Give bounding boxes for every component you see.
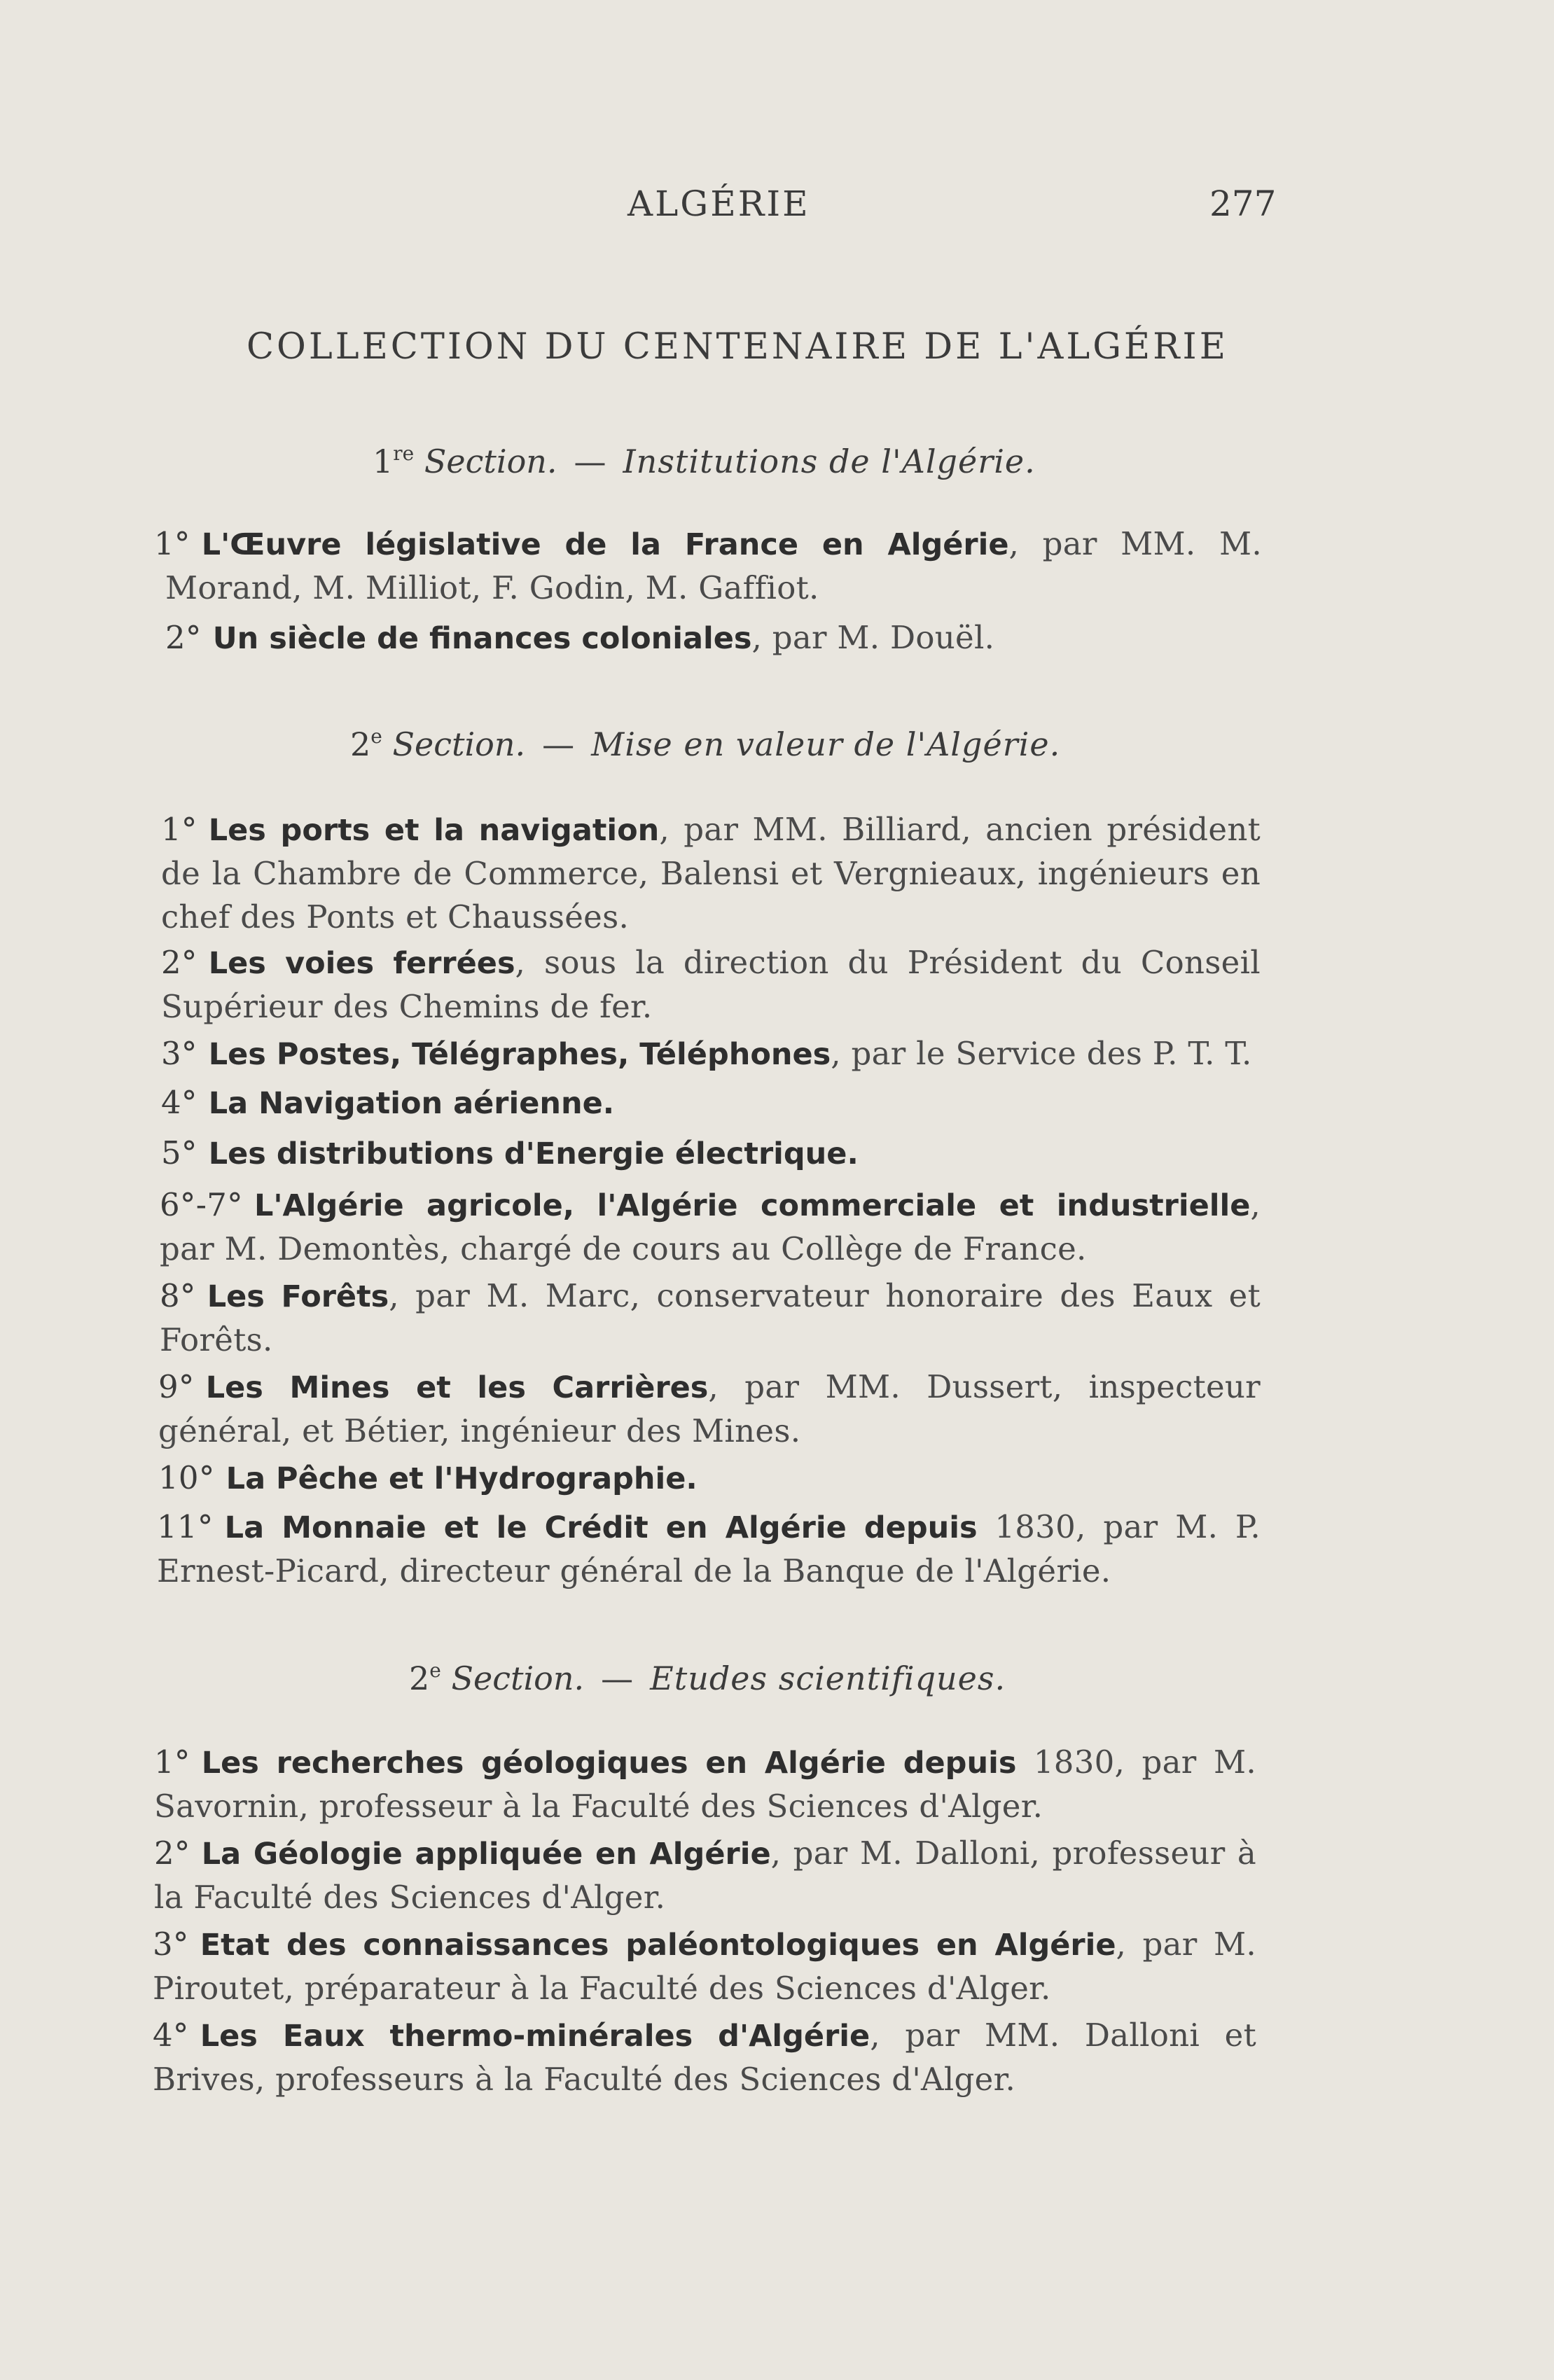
item-title: Etat des connaissances paléontologiques en Algérie	[200, 1928, 1116, 1963]
item-title: Les Postes, Télégraphes, Téléphones	[208, 1037, 831, 1072]
item-title: Les Mines et les Carrières	[205, 1370, 709, 1405]
item-details: , par MM. M. Morand, M. Milliot, F. Godin, M. Gaffiot.	[165, 525, 1262, 606]
list-item	[157, 1505, 1261, 1593]
item-title: Les recherches géologiques en Algérie depuis	[201, 1746, 1017, 1781]
section-heading	[373, 443, 1036, 480]
item-details: , sous la direction du Président du Conseil Supérieur des Chemins de fer.	[161, 944, 1261, 1025]
item-number: 3°	[161, 1035, 197, 1072]
item-number: 2°	[154, 1835, 190, 1872]
item-title: Les distributions d'Energie électrique.	[208, 1136, 859, 1171]
section-name: Institutions de l'Algérie.	[623, 443, 1036, 480]
item-number: 4°	[161, 1084, 197, 1121]
item-number: 6°-7°	[160, 1186, 243, 1223]
item-title: Un siècle de finances coloniales	[212, 621, 752, 656]
section-number: 1	[373, 443, 394, 480]
item-number: 10°	[158, 1459, 215, 1496]
section-ordinal: e	[429, 1659, 441, 1682]
section-name: Mise en valeur de l'Algérie.	[591, 725, 1061, 763]
item-details: , par M. Demontès, chargé de cours au Collège de France.	[160, 1186, 1261, 1267]
list-item	[154, 1741, 1256, 1828]
running-head	[0, 183, 1554, 239]
page-number: 277	[1209, 183, 1277, 224]
item-details: 1830, par M. Savornin, professeur à la Faculté des Sciences d'Alger.	[154, 1744, 1256, 1825]
item-title: La Géologie appliquée en Algérie	[201, 1837, 771, 1872]
list-item	[161, 1081, 1261, 1125]
item-details: 1830, par M. P. Ernest-Picard, directeur général de la Banque de l'Algérie.	[157, 1508, 1261, 1589]
item-details: , par le Service des P. T. T.	[831, 1035, 1252, 1072]
item-number: 2°	[165, 619, 202, 656]
item-title: La Navigation aérienne.	[208, 1086, 615, 1121]
section-label: Section.	[451, 1659, 585, 1697]
list-item	[158, 1365, 1261, 1453]
item-title: La Monnaie et le Crédit en Algérie depuis	[224, 1510, 978, 1545]
section-dash: —	[601, 1659, 634, 1697]
list-item	[161, 941, 1261, 1029]
section-dash: —	[542, 725, 575, 763]
section-heading	[409, 1659, 1006, 1697]
item-number: 3°	[153, 1926, 189, 1963]
item-details: , par MM. Dalloni et Brives, professeurs à la Faculté des Sciences d'Alger.	[153, 2017, 1256, 2098]
item-title: Les Forêts	[207, 1279, 389, 1314]
item-details: , par M. Marc, conservateur honoraire des Eaux et Forêts.	[160, 1277, 1261, 1358]
item-number: 5°	[161, 1134, 197, 1171]
list-item	[165, 616, 1262, 660]
item-title: La Pêche et l'Hydrographie.	[226, 1461, 698, 1496]
item-number: 2°	[161, 944, 197, 981]
item-details: , par MM. Billiard, ancien président de la Chambre de Commerce, Balensi et Vergnieaux, ingénieurs en chef des Ponts et Chaussées.	[161, 811, 1261, 935]
list-item	[153, 2014, 1256, 2101]
running-head-title: ALGÉRIE	[627, 183, 810, 224]
section-ordinal: re	[393, 442, 415, 465]
item-number: 1°	[154, 525, 190, 562]
section-dash: —	[574, 443, 606, 480]
item-details: , par M. Douël.	[751, 619, 995, 656]
section-ordinal: e	[370, 725, 382, 748]
section-number: 2	[409, 1659, 430, 1697]
item-title: Les ports et la navigation	[208, 813, 660, 848]
item-number: 1°	[154, 1744, 190, 1781]
item-details: , par MM. Dussert, inspecteur général, et Bétier, ingénieur des Mines.	[158, 1368, 1261, 1449]
item-number: 9°	[158, 1368, 195, 1405]
section-heading	[350, 725, 1060, 763]
list-item	[160, 1183, 1261, 1271]
item-title: Les Eaux thermo-minérales d'Algérie	[200, 2019, 870, 2054]
item-number: 1°	[161, 811, 197, 848]
item-title: Les voies ferrées	[208, 946, 515, 981]
item-number: 11°	[157, 1508, 214, 1545]
item-details: , par M. Piroutet, préparateur à la Faculté des Sciences d'Alger.	[153, 1926, 1257, 2007]
collection-title: COLLECTION DU CENTENAIRE DE L'ALGÉRIE	[247, 326, 1228, 368]
item-number: 4°	[153, 2017, 189, 2054]
list-item	[161, 1132, 1261, 1176]
item-title: L'Algérie agricole, l'Algérie commerciale et industrielle	[254, 1188, 1251, 1223]
list-item	[161, 1032, 1261, 1076]
section-name: Etudes scientifiques.	[650, 1659, 1006, 1697]
section-label: Section.	[392, 725, 526, 763]
item-title: L'Œuvre législative de la France en Algérie	[201, 527, 1009, 562]
item-number: 8°	[160, 1277, 196, 1314]
list-item	[158, 1456, 1261, 1501]
list-item	[160, 1274, 1261, 1362]
item-details: , par M. Dalloni, professeur à la Faculté des Sciences d'Alger.	[154, 1835, 1256, 1916]
section-number: 2	[350, 725, 371, 763]
section-label: Section.	[424, 443, 557, 480]
list-item	[154, 1832, 1256, 1919]
list-item	[154, 522, 1262, 610]
list-item	[161, 808, 1261, 939]
list-item	[153, 1923, 1256, 2010]
